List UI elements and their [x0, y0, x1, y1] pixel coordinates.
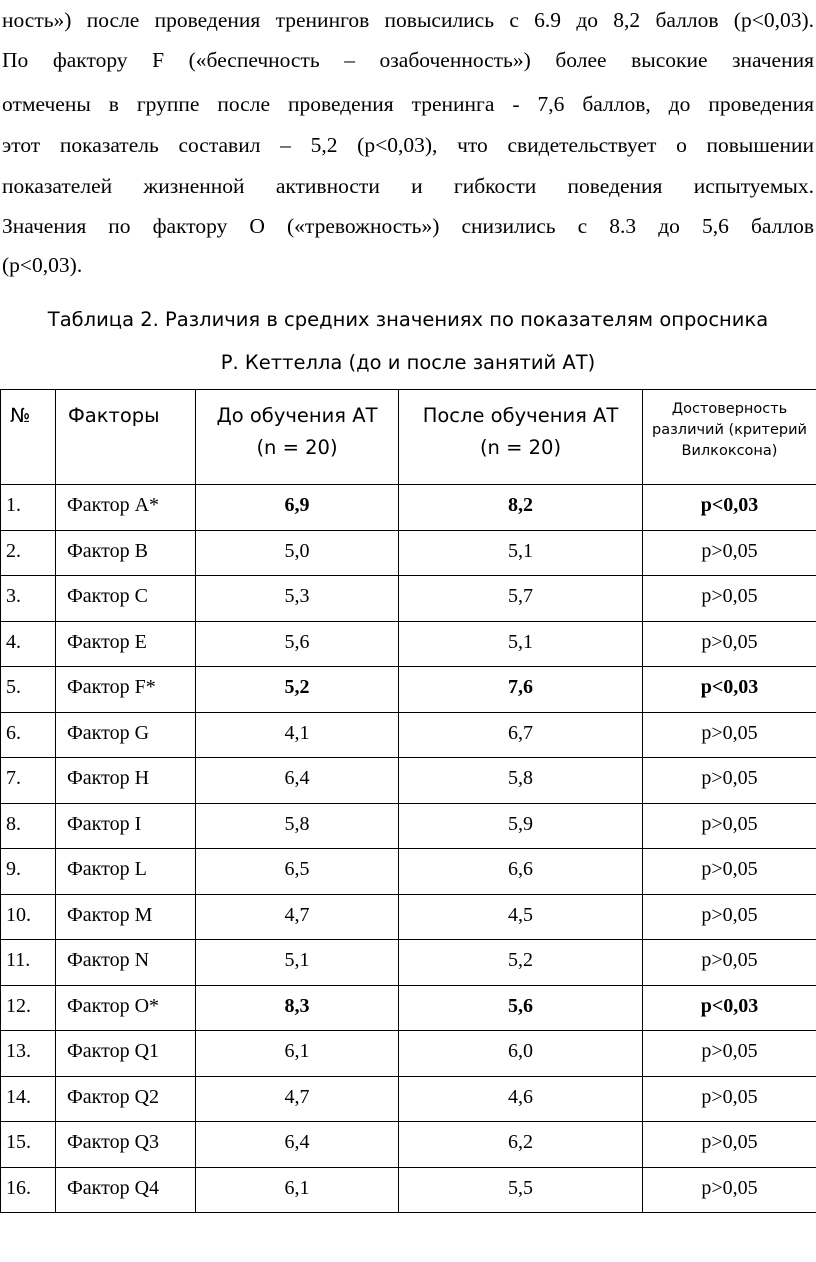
row-number: 4. [1, 621, 56, 667]
row-after-value: 5,8 [399, 758, 643, 804]
row-before-value: 5,3 [196, 576, 399, 622]
table-row [1, 940, 816, 986]
table-row [1, 667, 816, 713]
table-row [1, 758, 816, 804]
row-number: 12. [1, 985, 56, 1031]
row-p-value: р<0,03 [643, 667, 816, 713]
row-after-value: 5,1 [399, 530, 643, 576]
row-number: 8. [1, 803, 56, 849]
row-number: 14. [1, 1076, 56, 1122]
row-number: 5. [1, 667, 56, 713]
row-p-value: р>0,05 [643, 1031, 816, 1077]
row-after-value: 4,5 [399, 894, 643, 940]
row-before-value: 5,8 [196, 803, 399, 849]
row-factor: Фактор H [56, 758, 196, 804]
row-after-value: 8,2 [399, 485, 643, 531]
row-number: 15. [1, 1122, 56, 1168]
row-number: 10. [1, 894, 56, 940]
row-before-value: 6,9 [196, 485, 399, 531]
row-factor: Фактор M [56, 894, 196, 940]
table-row [1, 712, 816, 758]
row-before-value: 5,0 [196, 530, 399, 576]
row-number: 9. [1, 849, 56, 895]
row-before-value: 5,2 [196, 667, 399, 713]
table-row [1, 803, 816, 849]
header-before [196, 390, 399, 485]
row-p-value: р>0,05 [643, 940, 816, 986]
table-row [1, 985, 816, 1031]
row-after-value: 6,0 [399, 1031, 643, 1077]
row-factor: Фактор Е [56, 621, 196, 667]
header-significance [643, 390, 816, 485]
header-after-title: После обучения АТ [422, 404, 619, 427]
row-factor: Фактор В [56, 530, 196, 576]
row-factor: Фактор Q2 [56, 1076, 196, 1122]
row-factor: Фактор Q3 [56, 1122, 196, 1168]
header-after [399, 390, 643, 485]
row-before-value: 6,4 [196, 1122, 399, 1168]
row-number: 13. [1, 1031, 56, 1077]
row-p-value: р>0,05 [643, 712, 816, 758]
row-before-value: 6,5 [196, 849, 399, 895]
table-caption-subtitle: Р. Кеттелла (до и после занятий АТ) [220, 351, 596, 374]
header-before-title: До обучения АТ [216, 404, 378, 427]
row-after-value: 5,2 [399, 940, 643, 986]
row-before-value: 8,3 [196, 985, 399, 1031]
row-number: 11. [1, 940, 56, 986]
row-factor: Фактор Q4 [56, 1167, 196, 1213]
row-p-value: р>0,05 [643, 530, 816, 576]
table-row [1, 1076, 816, 1122]
row-p-value: р<0,03 [643, 985, 816, 1031]
row-p-value: р>0,05 [643, 849, 816, 895]
row-before-value: 6,4 [196, 758, 399, 804]
row-factor: Фактор F* [56, 667, 196, 713]
header-after-n: (n = 20) [479, 436, 562, 459]
row-p-value: р>0,05 [643, 803, 816, 849]
row-after-value: 6,7 [399, 712, 643, 758]
row-number: 7. [1, 758, 56, 804]
paragraph-line: ность») после проведения тренингов повысились с 6.9 до 8,2 баллов (р<0,03). [2, 8, 814, 32]
paragraph-line: По фактору F («беспечность – озабоченность») более высокие значения [2, 48, 814, 72]
table-row [1, 849, 816, 895]
table-row [1, 621, 816, 667]
header-sig-line1: Достоверность [671, 401, 788, 417]
row-p-value: р>0,05 [643, 621, 816, 667]
row-p-value: р>0,05 [643, 1167, 816, 1213]
table-caption: Таблица 2. Различия в средних значениях по показателям опросника [47, 308, 769, 331]
table-header-row [1, 390, 816, 485]
header-before-n: (n = 20) [256, 436, 338, 459]
row-number: 1. [1, 485, 56, 531]
table-row [1, 530, 816, 576]
table-row [1, 485, 816, 531]
row-factor: Фактор L [56, 849, 196, 895]
table-row [1, 1122, 816, 1168]
row-factor: Фактор С [56, 576, 196, 622]
paragraph-line: показателей жизненной активности и гибкости поведения испытуемых. [2, 174, 814, 198]
row-after-value: 5,7 [399, 576, 643, 622]
header-sig-line3: Вилкоксона) [681, 443, 778, 459]
table-row [1, 576, 816, 622]
table-row [1, 894, 816, 940]
header-sig-line2: различий (критерий [652, 422, 807, 438]
table-row [1, 1031, 816, 1077]
row-after-value: 5,5 [399, 1167, 643, 1213]
row-factor: Фактор N [56, 940, 196, 986]
table-body [1, 485, 816, 1213]
row-p-value: р>0,05 [643, 1122, 816, 1168]
row-after-value: 5,9 [399, 803, 643, 849]
header-num: № [1, 390, 56, 485]
row-after-value: 6,6 [399, 849, 643, 895]
row-factor: Фактор I [56, 803, 196, 849]
row-number: 6. [1, 712, 56, 758]
row-after-value: 5,6 [399, 985, 643, 1031]
row-after-value: 4,6 [399, 1076, 643, 1122]
row-number: 16. [1, 1167, 56, 1213]
paragraph-line: Значения по фактору О («тревожность») снизились с 8.3 до 5,6 баллов [2, 214, 814, 238]
row-before-value: 4,1 [196, 712, 399, 758]
row-after-value: 5,1 [399, 621, 643, 667]
row-p-value: р>0,05 [643, 1076, 816, 1122]
table-row [1, 1167, 816, 1213]
row-after-value: 6,2 [399, 1122, 643, 1168]
row-factor: Фактор А* [56, 485, 196, 531]
row-number: 2. [1, 530, 56, 576]
row-factor: Фактор G [56, 712, 196, 758]
row-p-value: р>0,05 [643, 758, 816, 804]
paragraph-line: этот показатель составил – 5,2 (р<0,03), что свидетельствует о повышении [2, 133, 814, 157]
row-before-value: 5,6 [196, 621, 399, 667]
results-table [0, 389, 816, 1213]
row-p-value: р>0,05 [643, 576, 816, 622]
row-before-value: 5,1 [196, 940, 399, 986]
row-before-value: 4,7 [196, 894, 399, 940]
header-factor: Факторы [56, 390, 196, 485]
row-before-value: 4,7 [196, 1076, 399, 1122]
paragraph-line: (р<0,03). [2, 253, 83, 277]
row-number: 3. [1, 576, 56, 622]
row-p-value: р<0,03 [643, 485, 816, 531]
row-factor: Фактор Q1 [56, 1031, 196, 1077]
row-after-value: 7,6 [399, 667, 643, 713]
row-before-value: 6,1 [196, 1167, 399, 1213]
paragraph-line: отмечены в группе после проведения тренинга - 7,6 баллов, до проведения [2, 92, 814, 116]
row-p-value: р>0,05 [643, 894, 816, 940]
row-before-value: 6,1 [196, 1031, 399, 1077]
row-factor: Фактор O* [56, 985, 196, 1031]
